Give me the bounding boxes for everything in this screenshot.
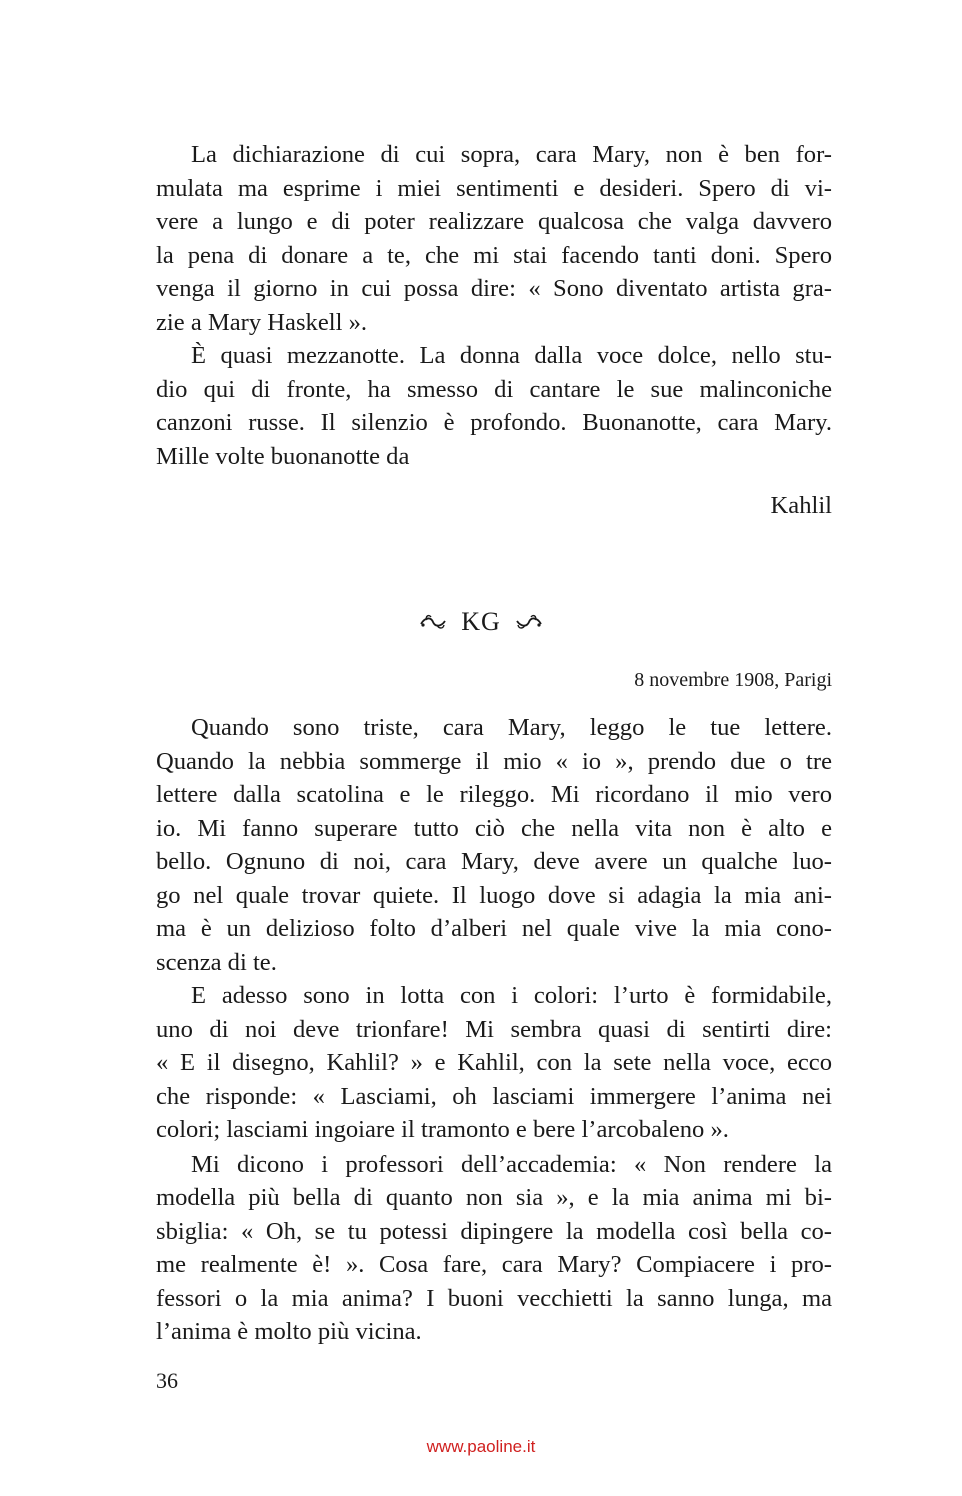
text-line: sbiglia: « Oh, se tu potessi dipingere la modella così bella co- [156,1218,832,1245]
text-line: dio qui di fronte, ha smesso di cantare le sue malinconiche [156,376,832,403]
text-line: vere a lungo e di poter realizzare qualcosa che valga davvero [156,208,832,235]
text-line: io. Mi fanno superare tutto ciò che nella vita non è alto e [156,815,832,842]
text-line: scenza di te. [156,949,277,976]
text-line: ma è un delizioso folto d’alberi nel quale vive la mia cono- [156,915,832,942]
text-line: La dichiarazione di cui sopra, cara Mary, non è ben for- [191,141,832,168]
signature: Kahlil [770,492,832,519]
letter-dateline: 8 novembre 1908, Parigi [634,669,832,691]
publisher-link[interactable]: www.paoline.it [426,1437,536,1456]
text-line: Quando sono triste, cara Mary, leggo le tue lettere. [191,714,832,741]
text-line: uno di noi deve trionfare! Mi sembra quasi di sentirti dire: [156,1016,832,1043]
text-line: canzoni russe. Il silenzio è profondo. Buonanotte, cara Mary. [156,409,832,436]
text-line: la pena di donare a te, che mi stai facendo tanti doni. Spero [156,242,832,269]
text-line: colori; lasciami ingoiare il tramonto e bere l’arcobaleno ». [156,1116,729,1143]
section-heading [0,605,962,639]
fleuron-right-icon [515,613,543,631]
text-line: l’anima è molto più vicina. [156,1318,422,1345]
text-line: Mille volte buonanotte da [156,443,410,470]
text-line: fessori o la mia anima? I buoni vecchietti la sanno lunga, ma [156,1285,832,1312]
text-line: go nel quale trovar quiete. Il luogo dove si adagia la mia ani- [156,882,832,909]
text-line: modella più bella di quanto non sia », e la mia anima mi bi- [156,1184,832,1211]
text-line: venga il giorno in cui possa dire: « Sono diventato artista gra- [156,275,832,302]
section-initials: KG [461,607,501,636]
text-line: E adesso sono in lotta con i colori: l’urto è formidabile, [191,982,832,1009]
text-line: Quando la nebbia sommerge il mio « io », prendo due o tre [156,748,832,775]
text-line: mulata ma esprime i miei sentimenti e desideri. Spero di vi- [156,175,832,202]
text-line: zie a Mary Haskell ». [156,309,368,336]
text-line: me realmente è! ». Cosa fare, cara Mary? Compiacere i pro- [156,1251,832,1278]
page-number: 36 [156,1368,178,1393]
text-line: « E il disegno, Kahlil? » e Kahlil, con la sete nella voce, ecco [156,1049,832,1076]
text-line: lettere dalla scatolina e le rileggo. Mi ricordano il mio vero [156,781,832,808]
text-line: Mi dicono i professori dell’accademia: « Non rendere la [191,1151,832,1178]
fleuron-left-icon [419,613,447,631]
text-line: bello. Ognuno di noi, cara Mary, deve avere un qualche luo- [156,848,832,875]
text-line: che risponde: « Lasciami, oh lasciami immergere l’anima nei [156,1083,832,1110]
text-line: È quasi mezzanotte. La donna dalla voce dolce, nello stu- [191,342,832,369]
